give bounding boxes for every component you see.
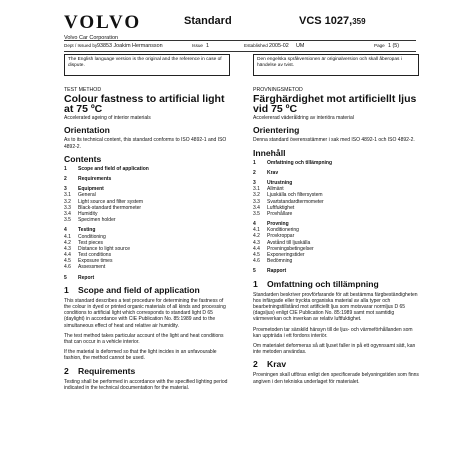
section-number: 2 (64, 365, 69, 376)
orientation-text: As to its technical content, this standard conforms to ISO 4892-1 and ISO 4892-2. (64, 137, 227, 150)
orientation-text: Denna standard överensstämmer i sak med ISO 4892-1 och ISO 4892-2. (253, 137, 415, 144)
toc (64, 166, 230, 281)
paragraph: The test method takes particular account of the light and heat conditions that can occur in a vehicle interior. (64, 332, 224, 346)
document-title: Colour fastness to artificial light at 75 ºC (64, 93, 225, 116)
header (64, 14, 416, 40)
toc-title: Exposure times (78, 258, 113, 265)
paragraph: Standarden beskriver provförfarande för att bestämma färgbeständigheten hos infärgade eller tryckta organiska material av alla typer och bearbetningstillstånd mot artificiellt ljus som motsvarar normljus D 65 (dagsljus) enligt CIE Publication No. 85:1989 samt mot samtidig värmeverkan och inverkan av relativ luftfuktighet. (253, 291, 418, 323)
dept-label: Dept / Issued by (64, 43, 98, 48)
toc-item (64, 166, 230, 172)
issue-label: Issue (192, 43, 203, 48)
kicker: TEST METHOD (64, 87, 102, 93)
toc-number: 4 (253, 221, 256, 228)
contents-heading: Innehåll (253, 147, 286, 158)
toc-title: Assessment (78, 264, 106, 271)
toc-number: 4.5 (64, 258, 71, 265)
section-title: Omfattning och tillämpning (267, 278, 379, 289)
toc-title: Ljuskälla och filtersystem (267, 192, 323, 199)
toc-title: Konditionering (267, 227, 299, 234)
toc-item (64, 217, 230, 223)
toc-number: 3.3 (253, 198, 260, 205)
toc-number: 3.1 (253, 186, 260, 193)
standard-number (299, 15, 366, 27)
contents-heading: Contents (64, 153, 102, 164)
toc-item (253, 170, 419, 176)
toc-title: Test conditions (78, 252, 112, 259)
section-number: 1 (64, 284, 69, 295)
paragraph: Testing shall be performed in accordance with the specified lighting period indicated in the technical documentation for the material. (64, 378, 228, 391)
toc-number: 3.3 (64, 204, 71, 211)
toc-number: 4.6 (253, 258, 260, 265)
toc-number: 3.5 (64, 217, 71, 224)
toc-title: Distance to light source (78, 245, 130, 252)
toc-number: 4.2 (253, 233, 260, 240)
toc-number: 5 (64, 274, 67, 281)
toc-number: 1 (253, 159, 256, 166)
dept-value: 93853 Joakim Hermansson (97, 42, 163, 49)
toc-title: Humidity (78, 210, 98, 217)
section-heading (253, 360, 419, 369)
toc-title: Luftfuktighet (267, 204, 295, 211)
paragraph: If the material is deformed so that the light incides in an unfavourable fashion, the method cannot be used. (64, 349, 217, 362)
toc-title: Krav (267, 169, 279, 176)
toc-title: Conditioning (78, 233, 106, 240)
section-title: Scope and field of application (78, 284, 200, 295)
toc-number: 3.5 (253, 210, 260, 217)
section-heading (64, 367, 230, 376)
toc-title: Bedömning (267, 258, 293, 265)
section-title: Requirements (78, 365, 136, 376)
standard-number-suffix: 359 (352, 17, 366, 26)
orientation-heading: Orientering (253, 125, 300, 136)
page-value: 1 (5) (388, 42, 400, 49)
toc-item (64, 176, 230, 182)
toc-title: Provningsbetingelser (267, 245, 314, 252)
toc-title: Black-standard thermometer (78, 204, 142, 211)
toc-number: 4.3 (253, 239, 260, 246)
section-number: 2 (253, 359, 258, 370)
section-title: Krav (267, 359, 287, 370)
document-title: Färghärdighet mot artificiellt ljus vid 75 ºC (253, 93, 417, 116)
page-label: Page (374, 43, 385, 48)
paragraph: Provningen skall utföras enligt den specificerade belysningstiden som finns angiven i den tekniska underlaget för materialet. (253, 372, 419, 385)
orientation-heading: Orientation (64, 125, 110, 136)
toc-number: 2 (253, 169, 256, 176)
toc-number: 4.2 (64, 239, 71, 246)
language-note-en: The English language version is the original and the reference in case of dispute. (64, 54, 230, 76)
toc-item (64, 264, 230, 270)
swedish-column (253, 87, 419, 389)
doc-type: Standard (184, 15, 232, 27)
toc-number: 4.4 (64, 252, 71, 259)
toc-title: Provning (267, 221, 289, 228)
toc-number: 3 (64, 186, 67, 193)
toc-title: Omfattning och tillämpning (267, 159, 332, 166)
issue-value: 1 (206, 42, 209, 49)
toc-number: 4.6 (64, 264, 71, 271)
document-subtitle: Accelerated ageing of interior materials (64, 115, 151, 122)
paragraph: This standard describes a test procedure for determining the fastness of the colour in dyed or printed organic materials of all kinds and processing conditions to artificial light which corresponds to standard light D 65 (daylight) in accordance with CIE Publication No. 85:1989 and to the simultaneous effect of heat and relative air humidity. (64, 297, 226, 329)
document-subtitle: Accelererad väderåldring av interiöra material (253, 115, 354, 122)
language-note-sv: Den engelska språkversionen är originalversion och skall åberopas i händelse av tvist. (253, 54, 419, 76)
paragraph: Om materialet deformeras så att ljuset faller in på ett ogynnsamt sätt, kan inte metoden användas. (253, 343, 416, 356)
kicker: PROVNINGSMETOD (253, 87, 303, 93)
established-code: UM (296, 42, 305, 49)
toc-item (253, 258, 419, 264)
toc-number: 3.4 (64, 210, 71, 217)
toc-number: 4.3 (64, 245, 71, 252)
toc-number: 5 (253, 268, 256, 275)
toc-title: Test pieces (78, 239, 104, 246)
toc-title: Provhållare (267, 210, 293, 217)
toc-title: Exponeringstider (267, 252, 305, 259)
toc-title: Scope and field of application (78, 165, 149, 172)
section-heading (64, 286, 230, 295)
toc-number: 4.5 (253, 252, 260, 259)
toc-title: Requirements (78, 176, 112, 182)
toc-number: 4.1 (253, 227, 260, 234)
toc-title: Report (78, 274, 95, 281)
toc-number: 3.4 (253, 204, 260, 211)
paragraph: Provmetoden tar särskild hänsyn till de ljus- och värmeförhållanden som kan uppträda i ett fordons interiör. (253, 326, 413, 339)
section-heading (253, 280, 419, 289)
established-label: Established (244, 43, 268, 48)
section-number: 1 (253, 278, 258, 289)
toc-title: Provkroppar (267, 233, 295, 240)
toc-title: General (78, 192, 96, 199)
toc-title: Utrustning (267, 179, 293, 186)
toc-title: Allmänt (267, 186, 284, 193)
toc-item (253, 211, 419, 217)
toc (253, 160, 419, 275)
toc-number: 3.1 (64, 192, 71, 199)
toc-number: 3.2 (253, 192, 260, 199)
toc-number: 3 (253, 179, 256, 186)
toc-number: 4 (64, 227, 67, 234)
volvo-logo: VOLVO (64, 12, 142, 33)
toc-number: 2 (64, 176, 67, 182)
toc-title: Light source and filter system (78, 198, 144, 205)
toc-item (253, 268, 419, 274)
toc-title: Avstånd till ljuskälla (267, 239, 311, 246)
toc-title: Svartstandardtermometer (267, 198, 324, 205)
toc-number: 4.1 (64, 233, 71, 240)
standard-number-main: VCS 1027, (299, 15, 353, 27)
toc-title: Equipment (78, 186, 104, 193)
toc-number: 3.2 (64, 198, 71, 205)
toc-item (64, 275, 230, 281)
english-column (64, 87, 230, 395)
corporation-name: Volvo Car Corporation (64, 35, 119, 41)
established-value: 2005-02 (269, 42, 289, 49)
toc-title: Testing (78, 227, 96, 234)
toc-number: 4.4 (253, 245, 260, 252)
meta-row (64, 40, 416, 52)
toc-number: 1 (64, 165, 67, 172)
toc-title: Specimen holder (78, 217, 116, 224)
toc-item (253, 160, 419, 166)
toc-title: Rapport (267, 268, 287, 275)
